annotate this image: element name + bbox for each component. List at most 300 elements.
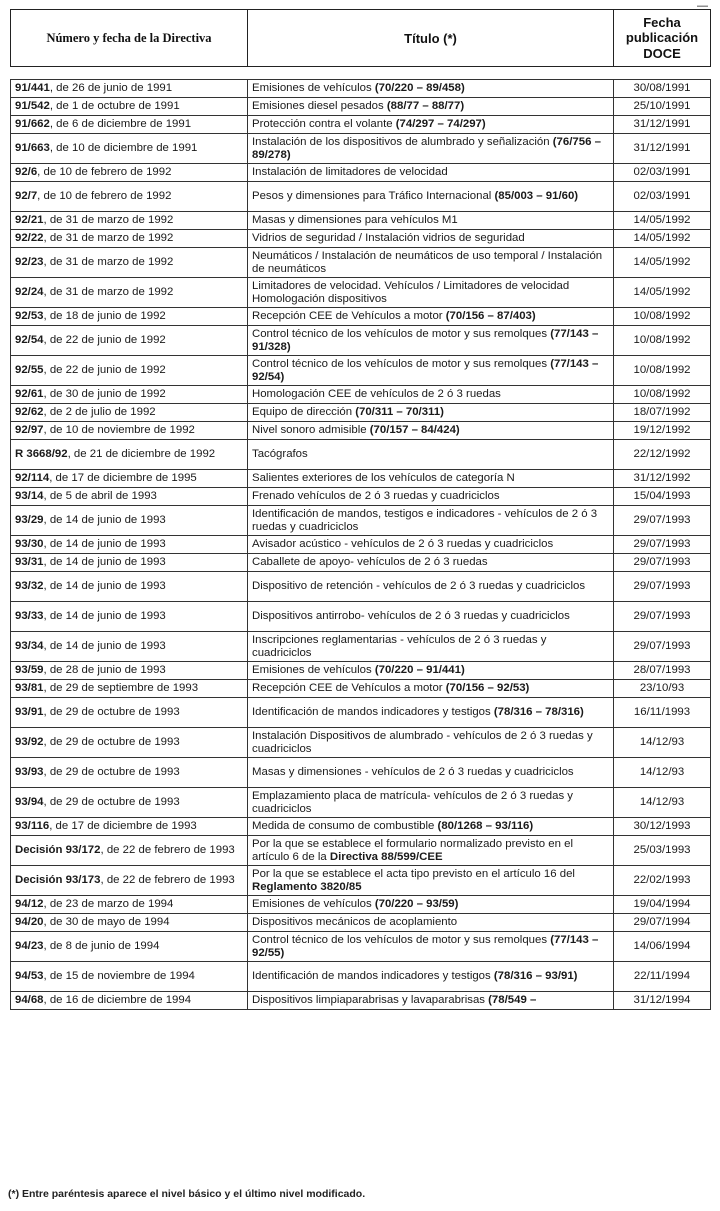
directive-title: Avisador acústico - vehículos de 2 ó 3 ruedas y cuadriciclos [252,538,554,551]
directive-title: Medida de consumo de combustible [252,820,438,833]
directive-reference: (88/77 – 88/77) [386,100,465,113]
footnote: (*) Entre paréntesis aparece el nivel básico y el último nivel modificado. [8,1188,366,1200]
directive-title: Identificación de mandos, testigos e indicadores - vehículos de 2 ó 3 ruedas y cuadriciclos [252,507,598,533]
directive-number-date-cell [11,248,248,278]
directive-number-date-cell [11,134,248,164]
table-row [11,248,711,278]
directive-title-cell [248,212,614,230]
directive-title-cell [248,818,614,836]
directive-title: Limitadores de velocidad. Vehículos / Limitadores de velocidad Homologación dispositivos [252,279,570,305]
directive-number: Decisión 93/172 [15,844,101,857]
table-row [11,536,711,554]
directive-title-cell [248,698,614,728]
directive-number-date-cell [11,662,248,680]
directive-title: Nivel sonoro admisible [252,424,370,437]
directive-number-date-cell [11,164,248,182]
directive-number: 92/24 [15,286,44,299]
publication-date-cell: 25/10/1991 [614,98,711,116]
directive-title: Dispositivos antirrobo- vehículos de 2 ó 3 ruedas y cuadriciclos [252,610,570,623]
directive-date: , de 31 de marzo de 1992 [43,256,174,269]
directive-title-cell [248,80,614,98]
directive-title-cell [248,914,614,932]
directive-number: 93/81 [15,682,44,695]
directive-date: , de 21 de diciembre de 1992 [67,448,216,461]
directive-date: , de 17 de diciembre de 1995 [49,472,197,485]
publication-date-cell: 29/07/1993 [614,632,711,662]
table-row [11,662,711,680]
publication-date-cell: 14/05/1992 [614,248,711,278]
directive-date: , de 10 de febrero de 1992 [37,166,172,179]
directive-title: Frenado vehículos de 2 ó 3 ruedas y cuadriciclos [252,490,500,503]
directive-title-cell [248,116,614,134]
publication-date-cell: 14/05/1992 [614,212,711,230]
directive-number-date-cell [11,386,248,404]
table-row [11,788,711,818]
directive-number-date-cell [11,80,248,98]
corner-mark: — [697,0,708,12]
directive-reference: (77/143 –92/55) [252,933,599,959]
column-header-publication-date [614,10,711,67]
directive-title: Tacógrafos [252,448,308,461]
directive-number-date-cell [11,836,248,866]
publication-date-cell: 29/07/1993 [614,554,711,572]
publication-date-cell: 14/05/1992 [614,230,711,248]
directive-number: 92/97 [15,424,44,437]
table-header [10,9,711,67]
publication-date-cell: 18/07/1992 [614,404,711,422]
directive-number-date-cell [11,788,248,818]
directive-date: , de 28 de junio de 1993 [43,664,166,677]
publication-date-cell: 10/08/1992 [614,308,711,326]
directive-number: 92/23 [15,256,44,269]
table-row [11,98,711,116]
column-header-line: Fecha [643,14,681,30]
directive-title-cell [248,836,614,866]
directive-title-cell [248,932,614,962]
publication-date-cell: 15/04/1993 [614,488,711,506]
directive-number-date-cell [11,866,248,896]
directive-date: , de 23 de marzo de 1994 [43,898,174,911]
directive-number: 92/7 [15,190,38,203]
publication-date-cell: 29/07/1993 [614,572,711,602]
directive-title: Por la que se establece el acta tipo previsto en el artículo 16 del [252,867,575,880]
table-row [11,896,711,914]
table-row [11,440,711,470]
directive-title: Dispositivos limpiaparabrisas y lavaparabrisas [252,994,489,1007]
publication-date-cell: 16/11/1993 [614,698,711,728]
directive-date: , de 29 de octubre de 1993 [43,766,180,779]
table-row [11,182,711,212]
table-row [11,164,711,182]
table-row [11,728,711,758]
table-row [11,506,711,536]
directive-title-cell [248,572,614,602]
directive-number-date-cell [11,632,248,662]
directive-title-cell [248,278,614,308]
table-row [11,326,711,356]
publication-date-cell: 25/03/1993 [614,836,711,866]
publication-date-cell: 22/12/1992 [614,440,711,470]
directive-date: , de 14 de junio de 1993 [43,556,166,569]
directive-number-date-cell [11,212,248,230]
directive-number-date-cell [11,116,248,134]
directive-title: Inscripciones reglamentarias - vehículos de 2 ó 3 ruedas y cuadriciclos [252,633,547,659]
directive-number: 91/542 [15,100,50,113]
table-row [11,572,711,602]
directive-number-date-cell [11,230,248,248]
directive-date: , de 5 de abril de 1993 [43,490,157,503]
directive-title: Emisiones de vehículos [252,82,375,95]
directive-title-cell [248,866,614,896]
publication-date-cell: 02/03/1991 [614,164,711,182]
directive-date: , de 8 de junio de 1994 [43,940,160,953]
directive-title: Emisiones de vehículos [252,664,375,677]
table-row [11,554,711,572]
publication-date-cell: 28/07/1993 [614,662,711,680]
table-row [11,962,711,992]
directive-date: , de 10 de febrero de 1992 [37,190,172,203]
table-row [11,356,711,386]
publication-date-cell: 31/12/1992 [614,470,711,488]
directive-title-cell [248,506,614,536]
directive-number-date-cell [11,680,248,698]
table-row [11,230,711,248]
publication-date-cell: 02/03/1991 [614,182,711,212]
directive-date: , de 22 de febrero de 1993 [100,844,235,857]
directive-reference: (70/311 – 70/311) [355,406,444,419]
directive-reference: (70/220 – 93/59) [374,898,459,911]
publication-date-cell: 30/08/1991 [614,80,711,98]
directive-title-cell [248,248,614,278]
publication-date-cell: 30/12/1993 [614,818,711,836]
directive-title: Instalación de limitadores de velocidad [252,166,448,179]
table-row [11,488,711,506]
directive-title: Control técnico de los vehículos de motor y sus remolques [252,933,551,946]
directive-title: Masas y dimensiones - vehículos de 2 ó 3 ruedas y cuadriciclos [252,766,574,779]
directive-reference: (70/220 – 89/458) [374,82,465,95]
directive-number-date-cell [11,356,248,386]
directive-title-cell [248,182,614,212]
directive-date: , de 14 de junio de 1993 [43,538,166,551]
directive-number: 93/14 [15,490,44,503]
publication-date-cell: 31/12/1991 [614,116,711,134]
publication-date-cell: 31/12/1994 [614,992,711,1010]
directive-number-date-cell [11,440,248,470]
column-header-line: publicación [625,30,699,46]
publication-date-cell: 29/07/1993 [614,536,711,554]
directive-title-cell [248,404,614,422]
table-row [11,422,711,440]
directive-number-date-cell [11,404,248,422]
directive-title-cell [248,758,614,788]
directive-number: 94/12 [15,898,44,911]
directive-number-date-cell [11,992,248,1010]
directive-title-cell [248,602,614,632]
directive-title: Masas y dimensiones para vehículos M1 [252,214,458,227]
directive-title: Protección contra el volante [252,118,396,131]
publication-date-cell: 10/08/1992 [614,386,711,404]
table-row [11,836,711,866]
directive-number: 92/114 [15,472,50,485]
publication-date-cell: 14/06/1994 [614,932,711,962]
directive-reference: (74/297 – 74/297) [395,118,486,131]
directive-number: 93/59 [15,664,44,677]
table-row [11,914,711,932]
directive-date: , de 22 de junio de 1992 [43,334,166,347]
table-row [11,680,711,698]
directive-date: , de 31 de marzo de 1992 [43,232,174,245]
directive-title: Identificación de mandos indicadores y testigos [252,706,494,719]
directive-date: , de 14 de junio de 1993 [43,610,166,623]
table-row [11,818,711,836]
directive-number: 91/441 [15,82,50,95]
directive-title: Emplazamiento placa de matrícula- vehículos de 2 ó 3 ruedas y cuadriciclos [252,789,574,815]
directive-title-cell [248,98,614,116]
directive-date: , de 1 de octubre de 1991 [49,100,180,113]
directive-number: 92/61 [15,388,44,401]
publication-date-cell: 19/04/1994 [614,896,711,914]
table-row [11,932,711,962]
directive-reference: (70/220 – 91/441) [374,664,465,677]
directive-title-cell [248,470,614,488]
table-row [11,758,711,788]
directive-date: , de 14 de junio de 1993 [43,580,166,593]
directive-title: Neumáticos / Instalación de neumáticos de uso temporal / Instalación de neumáticos [252,249,603,275]
directive-date: , de 31 de marzo de 1992 [43,214,174,227]
directive-title: Instalación Dispositivos de alumbrado - vehículos de 2 ó 3 ruedas y cuadriciclos [252,729,593,755]
directive-number-date-cell [11,932,248,962]
directive-title: Control técnico de los vehículos de motor y sus remolques [252,327,551,340]
directive-title: Salientes exteriores de los vehículos de categoría N [252,472,515,485]
directive-date: , de 15 de noviembre de 1994 [43,970,195,983]
directive-date: , de 29 de octubre de 1993 [43,736,180,749]
directive-number: 93/33 [15,610,44,623]
column-header-number-date: Número y fecha de la Directiva [11,10,248,67]
directive-date: , de 22 de junio de 1992 [43,364,166,377]
directive-title-cell [248,422,614,440]
directive-number-date-cell [11,506,248,536]
directive-title: Instalación de los dispositivos de alumbrado y señalización [252,135,553,148]
directive-number: 93/93 [15,766,44,779]
directive-date: , de 29 de octubre de 1993 [43,706,180,719]
directive-number: 92/21 [15,214,44,227]
directive-number-date-cell [11,698,248,728]
directive-reference: (80/1268 – 93/116) [437,820,534,833]
directive-reference: (85/003 – 91/60) [494,190,579,203]
directive-title-cell [248,308,614,326]
directive-reference: Directiva 88/599/CEE [329,850,443,863]
directive-title-cell [248,326,614,356]
directive-title-cell [248,788,614,818]
table-row [11,308,711,326]
directive-number-date-cell [11,488,248,506]
column-header-title: Título (*) [248,10,614,67]
directive-number-date-cell [11,914,248,932]
directive-number-date-cell [11,98,248,116]
table-row [11,212,711,230]
publication-date-cell: 14/12/93 [614,788,711,818]
table-row [11,698,711,728]
directive-title-cell [248,440,614,470]
directive-date: , de 10 de noviembre de 1992 [43,424,195,437]
table-row [11,134,711,164]
directive-number: 92/6 [15,166,38,179]
directive-date: , de 14 de junio de 1993 [43,514,166,527]
directive-number: 93/32 [15,580,44,593]
directive-number-date-cell [11,554,248,572]
directive-number-date-cell [11,536,248,554]
directive-number-date-cell [11,896,248,914]
directive-title-cell [248,554,614,572]
directive-title: Emisiones de vehículos [252,898,375,911]
directive-date: , de 29 de septiembre de 1993 [43,682,199,695]
directive-title: Dispositivos mecánicos de acoplamiento [252,916,458,929]
directive-number: 94/68 [15,994,44,1007]
directive-number: 94/53 [15,970,44,983]
directive-title: Recepción CEE de Vehículos a motor [252,682,446,695]
directive-date: , de 17 de diciembre de 1993 [49,820,197,833]
directive-date: , de 26 de junio de 1991 [49,82,173,95]
directive-title-cell [248,728,614,758]
table-row [11,80,711,98]
directive-number: 92/22 [15,232,44,245]
directive-number: 92/54 [15,334,44,347]
table-row [11,866,711,896]
directive-date: , de 30 de mayo de 1994 [43,916,170,929]
directive-date: , de 14 de junio de 1993 [43,640,166,653]
directive-title: Pesos y dimensiones para Tráfico Internacional [252,190,495,203]
publication-date-cell: 10/08/1992 [614,326,711,356]
directive-title-cell [248,536,614,554]
directive-reference: (70/157 – 84/424) [369,424,460,437]
directive-number-date-cell [11,602,248,632]
directive-title: Homologación CEE de vehículos de 2 ó 3 ruedas [252,388,501,401]
directive-title-cell [248,962,614,992]
directive-title-cell [248,230,614,248]
directive-number: 91/662 [15,118,50,131]
publication-date-cell: 14/12/93 [614,728,711,758]
directive-number-date-cell [11,422,248,440]
directive-title-cell [248,356,614,386]
directive-reference: (78/316 – 78/316) [493,706,584,719]
directive-number: 93/34 [15,640,44,653]
directive-number: 93/116 [15,820,50,833]
directive-number: R 3668/92 [15,448,68,461]
directive-number: Decisión 93/173 [15,874,101,887]
directive-number: 92/55 [15,364,44,377]
directive-date: , de 18 de junio de 1992 [43,310,166,323]
directive-title: Emisiones diesel pesados [252,100,387,113]
table-row [11,404,711,422]
publication-date-cell: 22/02/1993 [614,866,711,896]
publication-date-cell: 31/12/1991 [614,134,711,164]
directive-number-date-cell [11,758,248,788]
directive-number: 93/30 [15,538,44,551]
table-row [11,632,711,662]
publication-date-cell: 29/07/1993 [614,506,711,536]
publication-date-cell: 14/05/1992 [614,278,711,308]
table-row [11,992,711,1010]
directive-number: 92/53 [15,310,44,323]
directive-date: , de 16 de diciembre de 1994 [43,994,192,1007]
table-row [11,386,711,404]
directive-number: 93/31 [15,556,44,569]
directive-number: 92/62 [15,406,44,419]
publication-date-cell: 19/12/1992 [614,422,711,440]
directive-number-date-cell [11,308,248,326]
directive-title: Equipo de dirección [252,406,356,419]
directive-number: 94/23 [15,940,44,953]
directive-date: , de 2 de julio de 1992 [43,406,156,419]
table-row [11,278,711,308]
directive-title-cell [248,632,614,662]
publication-date-cell: 22/11/1994 [614,962,711,992]
directive-title: Control técnico de los vehículos de motor y sus remolques [252,357,551,370]
directive-number-date-cell [11,728,248,758]
directive-reference: (76/756 – 89/278) [252,135,601,161]
directive-title-cell [248,488,614,506]
directive-number-date-cell [11,818,248,836]
directive-reference: (70/156 – 87/403) [445,310,536,323]
table-row [11,116,711,134]
directive-reference: Reglamento 3820/85 [252,880,362,893]
directive-number: 93/29 [15,514,44,527]
directive-title-cell [248,386,614,404]
directive-title-cell [248,680,614,698]
directive-number-date-cell [11,962,248,992]
directive-title: Por la que se establece el formulario normalizado previsto en el artículo 6 de la [252,837,574,863]
directive-date: , de 31 de marzo de 1992 [43,286,174,299]
directive-reference: (70/156 – 92/53) [445,682,530,695]
directive-number: 93/94 [15,796,44,809]
publication-date-cell: 29/07/1993 [614,602,711,632]
directive-date: , de 29 de octubre de 1993 [43,796,180,809]
directive-title: Identificación de mandos indicadores y testigos [252,970,494,983]
directive-reference: (78/316 – 93/91) [493,970,578,983]
table-row [11,470,711,488]
publication-date-cell: 23/10/93 [614,680,711,698]
directive-date: , de 10 de diciembre de 1991 [49,142,198,155]
directives-table [10,79,711,1010]
directive-date: , de 30 de junio de 1992 [43,388,166,401]
directive-date: , de 6 de diciembre de 1991 [49,118,192,131]
directive-reference: (78/549 – [488,994,537,1007]
publication-date-cell: 10/08/1992 [614,356,711,386]
directive-title-cell [248,896,614,914]
directive-title: Recepción CEE de Vehículos a motor [252,310,446,323]
directive-number-date-cell [11,182,248,212]
directive-number-date-cell [11,326,248,356]
directive-title-cell [248,134,614,164]
directive-date: , de 22 de febrero de 1993 [100,874,235,887]
directive-number-date-cell [11,470,248,488]
directive-title: Caballete de apoyo- vehículos de 2 ó 3 ruedas [252,556,488,569]
publication-date-cell: 29/07/1994 [614,914,711,932]
directive-title: Vidrios de seguridad / Instalación vidrios de seguridad [252,232,525,245]
directive-number-date-cell [11,278,248,308]
directive-number-date-cell [11,572,248,602]
directive-title-cell [248,662,614,680]
directive-number: 93/92 [15,736,44,749]
directive-number: 93/91 [15,706,44,719]
directive-number: 91/663 [15,142,50,155]
directive-reference: (77/143 – 92/54) [252,357,599,383]
directive-title-cell [248,992,614,1010]
directive-reference: (77/143 – 91/328) [252,327,599,353]
directive-title: Dispositivo de retención - vehículos de 2 ó 3 ruedas y cuadriciclos [252,580,586,593]
column-header-line: DOCE [643,45,681,61]
publication-date-cell: 14/12/93 [614,758,711,788]
